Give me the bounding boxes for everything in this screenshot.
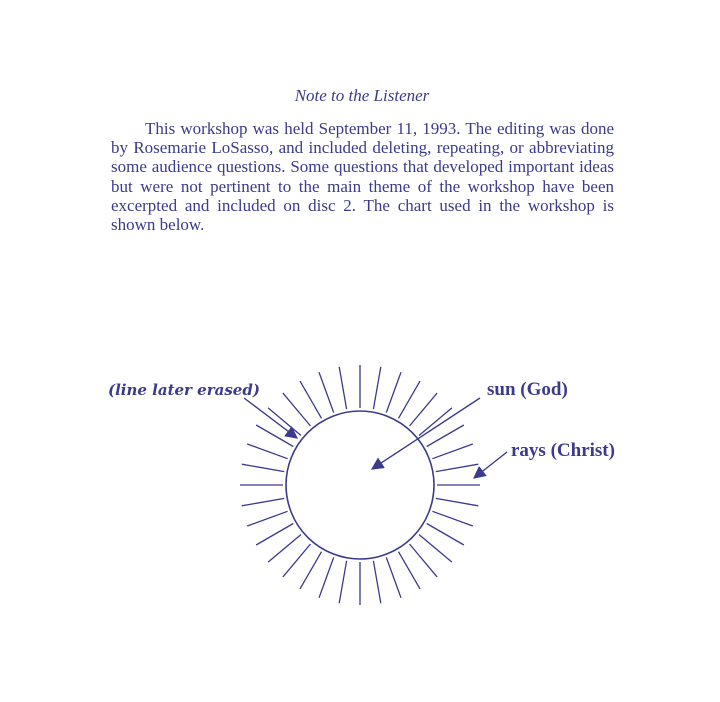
rays-group	[240, 365, 480, 605]
ray-line	[300, 381, 322, 418]
ray-line	[399, 381, 421, 418]
ray-line	[427, 524, 464, 546]
ray-line	[283, 544, 311, 577]
ray-line	[256, 524, 293, 546]
ray-line	[319, 372, 334, 412]
ray-line	[373, 561, 380, 603]
ray-line	[242, 464, 284, 471]
ray-line	[283, 393, 311, 426]
ray-line	[247, 511, 287, 526]
ray-line	[410, 544, 438, 577]
note-body: This workshop was held September 11, 1993. The editing was done by Rosemarie LoSasso, and included deleting, repeating, or abbreviating some audience questions. Some questions that developed important ideas but were not pertinent to the main theme of the workshop have been excerpted and included on disc 2. The chart used in the workshop is shown below.	[111, 119, 614, 235]
rays-label: rays (Christ)	[511, 440, 615, 461]
erased-line-arrow	[244, 398, 297, 438]
ray-line	[300, 552, 322, 589]
ray-line	[399, 552, 421, 589]
ray-line	[436, 498, 478, 505]
sun-circle	[286, 411, 434, 559]
ray-line	[373, 367, 380, 409]
ray-line	[386, 372, 401, 412]
ray-line	[268, 408, 301, 436]
rays-arrow	[474, 452, 507, 478]
ray-line	[410, 393, 438, 426]
sun-label: sun (God)	[487, 379, 568, 400]
erased-line-label: (line later erased)	[108, 381, 260, 399]
ray-line	[256, 425, 293, 447]
ray-line	[419, 408, 452, 436]
ray-line	[319, 557, 334, 597]
ray-line	[432, 511, 472, 526]
ray-line	[419, 535, 452, 563]
ray-line	[339, 561, 346, 603]
ray-line	[339, 367, 346, 409]
ray-line	[436, 464, 478, 471]
ray-line	[247, 444, 287, 459]
ray-line	[432, 444, 472, 459]
ray-line	[386, 557, 401, 597]
ray-line	[268, 535, 301, 563]
note-title: Note to the Listener	[294, 86, 430, 105]
ray-line	[242, 498, 284, 505]
ray-line	[427, 425, 464, 447]
